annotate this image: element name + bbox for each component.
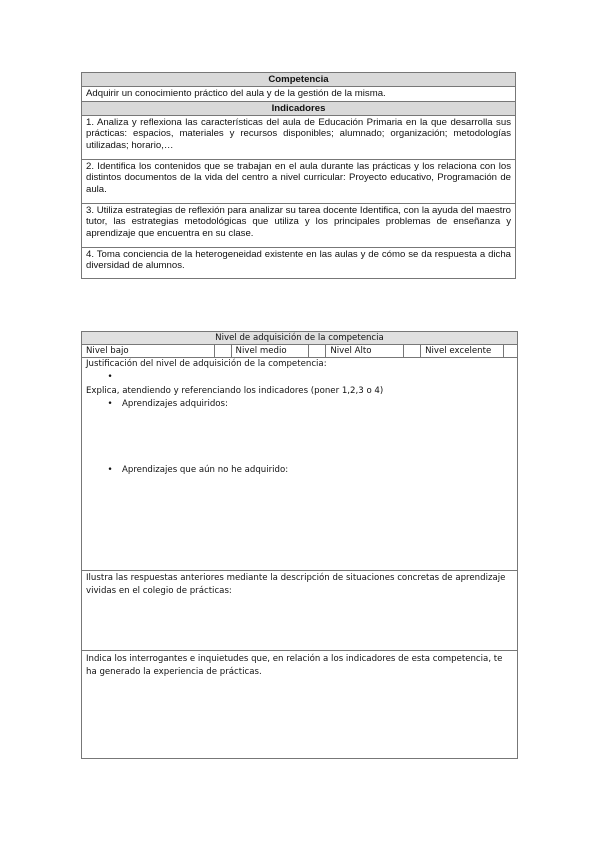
indicador-4: 4. Toma conciencia de la heterogeneidad existente en las aulas y de cómo se da respuesta a dicha diversidad de alumnos. — [82, 247, 516, 278]
nivel-excelente-label: Nivel excelente — [421, 345, 504, 358]
nivel-bajo-box[interactable] — [214, 345, 231, 358]
competencia-table — [81, 72, 516, 279]
bullet-icon: • — [107, 372, 113, 382]
justificacion-cell[interactable] — [82, 358, 518, 571]
indica-label: Indica los interrogantes e inquietudes que, en relación a los indicadores de esta competencia, te ha generado la experiencia de prácticas. — [86, 654, 503, 677]
nivel-table — [81, 331, 518, 759]
indicador-1: 1. Analiza y reflexiona las características del aula de Educación Primaria en la que desarrolla sus prácticas: espacios, materiales y recursos disponibles; alumnado; organización; metodologías utilizadas; horario,… — [82, 115, 516, 159]
ilustra-cell[interactable] — [82, 571, 518, 651]
nivel-alto-box[interactable] — [404, 345, 421, 358]
no-adquiridos-label: Aprendizajes que aún no he adquirido: — [122, 465, 289, 475]
nivel-medio-label: Nivel medio — [231, 345, 309, 358]
competencia-text: Adquirir un conocimiento práctico del aula y de la gestión de la misma. — [82, 86, 516, 102]
ilustra-label: Ilustra las respuestas anteriores mediante la descripción de situaciones concretas de aprendizaje vividas en el colegio de prácticas: — [86, 573, 506, 596]
bullet-icon: • — [107, 399, 113, 409]
nivel-excelente-box[interactable] — [503, 345, 517, 358]
justificacion-label: Justificación del nivel de adquisición de la competencia: — [86, 359, 327, 369]
indica-cell[interactable] — [82, 651, 518, 759]
bullet-icon: • — [107, 465, 113, 475]
explica-label: Explica, atendiendo y referenciando los indicadores (poner 1,2,3 o 4) — [86, 386, 384, 396]
empty-bullet — [86, 371, 513, 385]
nivel-header: Nivel de adquisición de la competencia — [82, 332, 518, 345]
indicador-2: 2. Identifica los contenidos que se trabajan en el aula durante las prácticas y los relaciona con los distintos documentos de la vida del centro a nivel curricular: Proyecto educativo, Programación de aula. — [82, 159, 516, 203]
nivel-medio-box[interactable] — [309, 345, 326, 358]
indicadores-header: Indicadores — [82, 102, 516, 116]
adquiridos-label: Aprendizajes adquiridos: — [122, 399, 228, 409]
adquiridos-item — [86, 398, 513, 411]
nivel-alto-label: Nivel Alto — [326, 345, 404, 358]
competencia-header: Competencia — [82, 73, 516, 87]
indicador-3: 3. Utiliza estrategias de reflexión para analizar su tarea docente Identifica, con la ayuda del maestro tutor, las estrategias metodológicas que utiliza y los principales problemas de enseñanza y aprendizaje que encuentra en su clase. — [82, 203, 516, 247]
no-adquiridos-item — [86, 464, 513, 477]
nivel-bajo-label: Nivel bajo — [82, 345, 215, 358]
